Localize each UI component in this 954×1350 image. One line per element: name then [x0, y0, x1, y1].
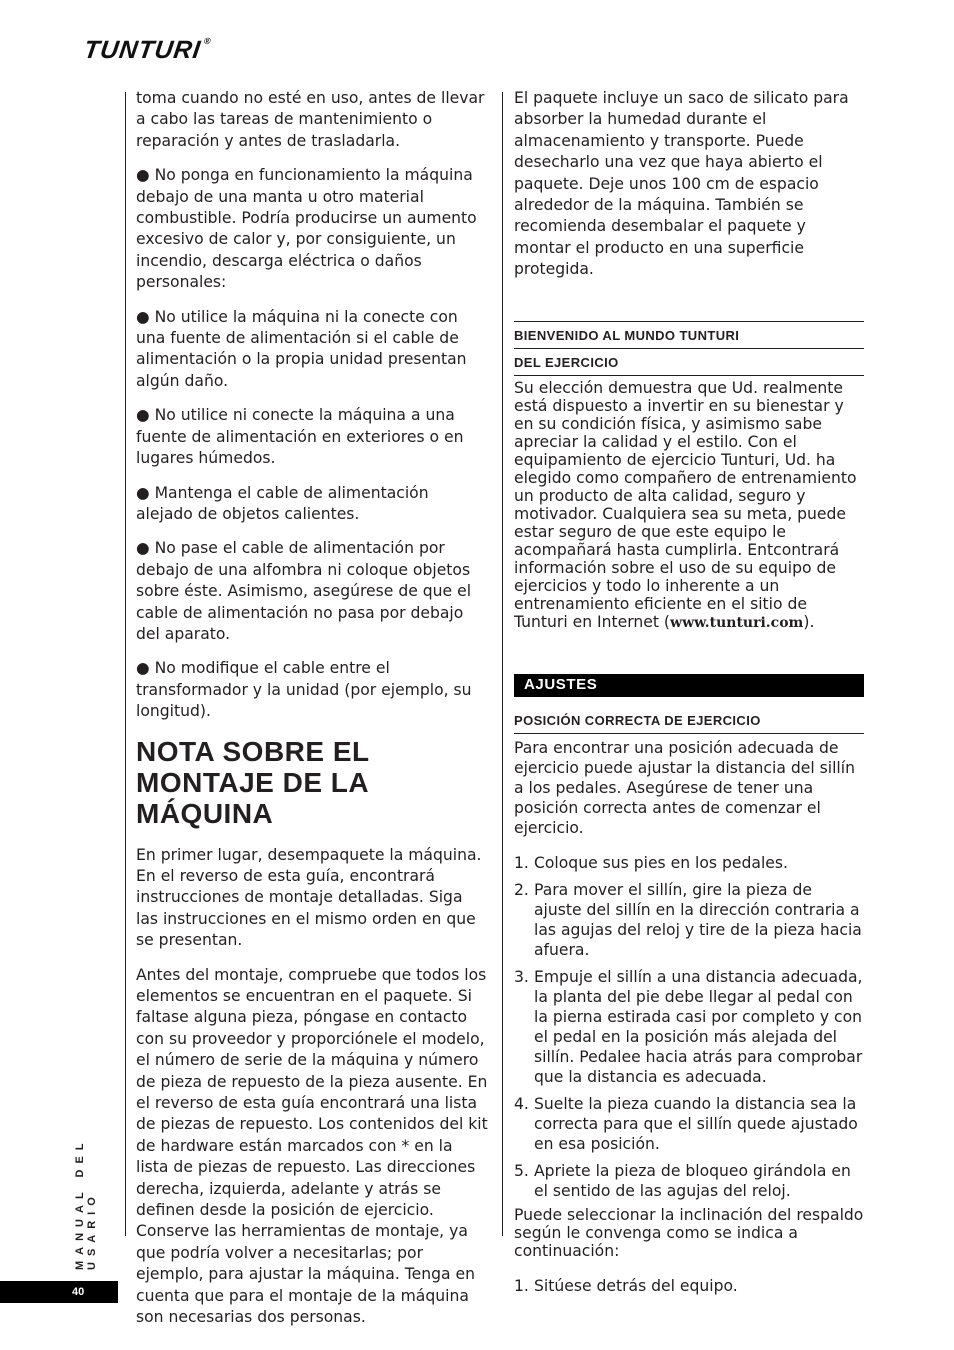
- step-number: 2.: [514, 880, 529, 899]
- registered-mark: ®: [203, 36, 213, 46]
- page-number: 40: [72, 1286, 85, 1298]
- step-number: 1.: [514, 1276, 529, 1295]
- center-column-rule: [502, 92, 503, 1236]
- list-item: [514, 880, 864, 960]
- list-item: [514, 1161, 864, 1201]
- welcome-text: Su elección demuestra que Ud. realmente está dispuesto a invertir en su bienestar y en su condición física, y asimismo sabe apreciar la calidad y el estilo. Con el equipamiento de ejercicio Tunturi, Ud. ha elegido como compañero de entrenamiento un producto de alta calidad, seguro y motivador. Cualquiera sea su meta, puede estar seguro de que este equipo le acompañará hasta cumplirla. Entcontrará información sobre el uso de su equipo de ejercicios y todo lo inherente a un entrenamiento eficiente en el sitio de Tunturi en Internet (: [514, 378, 857, 631]
- step-number: 4.: [514, 1094, 529, 1113]
- list-item: [514, 1094, 864, 1154]
- warning-bullet: ● No ponga en funcionamiento la máquina debajo de una manta u otro material combustible. Podría producirse un aumento excesivo de calor y, por consiguiente, un incendio, descarga eléctrica o daños personales:: [136, 166, 477, 292]
- backrest-paragraph: Puede seleccionar la inclinación del respaldo según le convenga como se indica a continuación:: [514, 1205, 864, 1260]
- section-bar-ajustes: AJUSTES: [514, 674, 864, 697]
- left-column-rule: [125, 92, 126, 1236]
- welcome-text-end: ).: [803, 612, 815, 631]
- list-item: [514, 853, 864, 873]
- warning-bullet: ● No utilice la máquina ni la conecte con una fuente de alimentación si el cable de alimentación o la propia unidad presentan algún daño.: [136, 307, 467, 390]
- step-text: Suelte la pieza cuando la distancia sea la correcta para que el sillín quede ajustado en esa posición.: [534, 1094, 858, 1153]
- manual-side-label: MANUAL DEL USARIO: [74, 1137, 98, 1270]
- subheading-exercise: DEL EJERCICIO: [514, 349, 864, 376]
- welcome-paragraph: [514, 379, 864, 632]
- tunturi-logo: [82, 36, 212, 65]
- step-number: 5.: [514, 1161, 529, 1180]
- page-number-box: [0, 1281, 118, 1303]
- list-item: [514, 1276, 864, 1296]
- warning-bullet: ● No utilice ni conecte la máquina a una fuente de alimentación en exteriores o en lugares húmedos.: [136, 406, 464, 468]
- backrest-steps-list: [514, 1276, 864, 1296]
- logo-text: TUNTURI: [82, 36, 203, 64]
- package-paragraph: El paquete incluye un saco de silicato para absorber la humedad durante el almacenamiento y transporte. Puede desecharlo una vez que haya abierto el paquete. Deje unos 100 cm de espacio alrededor de la máquina. También se recomienda desembalar el paquete y montar el producto en una superficie protegida.: [514, 89, 849, 279]
- step-text: Sitúese detrás del equipo.: [534, 1276, 738, 1295]
- website-link[interactable]: www.tunturi.com: [670, 614, 804, 631]
- left-column: [136, 88, 488, 1342]
- step-number: 1.: [514, 853, 529, 872]
- warning-bullet: ● No modifique el cable entre el transformador y la unidad (por ejemplo, su longitud).: [136, 659, 472, 721]
- adjust-steps-list: [514, 853, 864, 1201]
- body-paragraph: Antes del montaje, compruebe que todos los elementos se encuentran en el paquete. Si faltase alguna pieza, póngase en contacto con su proveedor y proporciónele el modelo, el número de serie de la máquina y número de pieza de repuesto de la pieza ausente. En el reverso de esta guía encontrará una lista de piezas de repuesto. Los contenidos del kit de hardware están marcados con * en la lista de piezas de repuesto. Las direcciones derecha, izquierda, adelante y atrás se definen desde la posición de ejercicio. Conserve las herramientas de montaje, ya que podría volver a necesitarlas; por ejemplo, para ajustar la máquina. Tenga en cuenta que para el montaje de la máquina son necesarias dos personas.: [136, 965, 488, 1327]
- warning-bullet: ● No pase el cable de alimentación por debajo de una alfombra ni coloque objetos sobre éste. Asimismo, asegúrese de que el cable de alimentación no pasa por debajo del aparato.: [136, 539, 472, 643]
- subheading-welcome: BIENVENIDO AL MUNDO TUNTURI: [514, 321, 864, 349]
- subheading-position: POSICIÓN CORRECTA DE EJERCICIO: [514, 707, 864, 734]
- section-heading: NOTA SOBRE EL MONTAJE DE LA MÁQUINA: [136, 735, 370, 829]
- step-text: Coloque sus pies en los pedales.: [534, 853, 788, 872]
- list-item: [514, 967, 864, 1087]
- right-column: [514, 88, 864, 1303]
- warning-bullet: ● Mantenga el cable de alimentación alejado de objetos calientes.: [136, 483, 429, 523]
- step-text: Apriete la pieza de bloqueo girándola en el sentido de las agujas del reloj.: [534, 1161, 851, 1200]
- intro-paragraph: toma cuando no esté en uso, antes de llevar a cabo las tareas de mantenimiento o reparación y antes de trasladarla.: [136, 89, 485, 150]
- body-paragraph: En primer lugar, desempaquete la máquina. En el reverso de esta guía, encontrará instrucciones de montaje detalladas. Siga las instrucciones en el mismo orden en que se presentan.: [136, 845, 482, 950]
- step-text: Para mover el sillín, gire la pieza de ajuste del sillín en la dirección contraria a las agujas del reloj y tire de la pieza hacia afuera.: [534, 880, 862, 959]
- step-number: 3.: [514, 967, 529, 986]
- position-paragraph: Para encontrar una posición adecuada de ejercicio puede ajustar la distancia del sillín a los pedales. Asegúrese de tener una posición correcta antes de comenzar el ejercicio.: [514, 738, 855, 837]
- step-text: Empuje el sillín a una distancia adecuada, la planta del pie debe llegar al pedal con la pierna estirada casi por completo y con el pedal en la posición más alejada del sillín. Pedalee hacia atrás para comprobar que la distancia es adecuada.: [534, 967, 863, 1086]
